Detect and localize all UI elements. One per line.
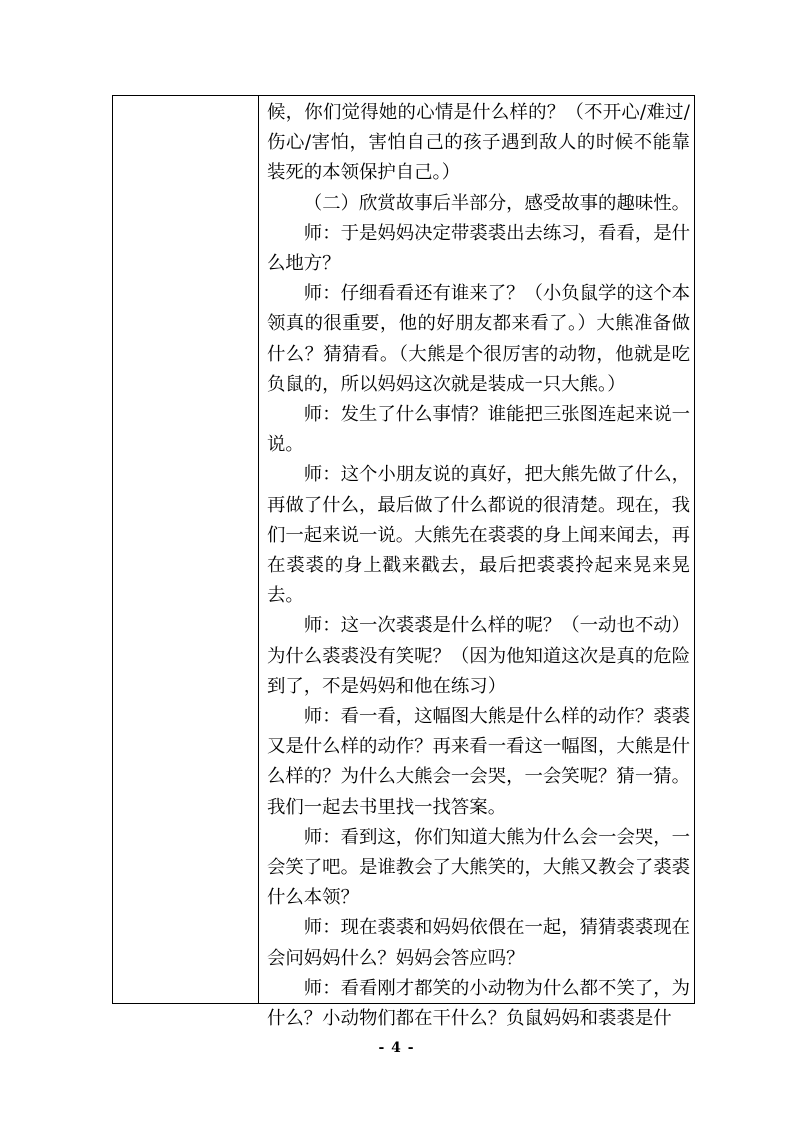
paragraph: 候，你们觉得她的心情是什么样的？（不开心/难过/伤心/害怕，害怕自己的孩子遇到敌人的时候不能靠装死的本领保护自己。） <box>267 102 690 184</box>
paragraph: 师：看一看，这幅图大熊是什么样的动作？裘裘又是什么样的动作？再来看一看这一幅图，大熊是什么样的？为什么大熊会一会哭，一会笑呢？猜一猜。我们一起去书里找一找答案。 <box>267 706 691 818</box>
paragraph: 师：发生了什么事情？谁能把三张图连起来说一说。 <box>267 404 691 456</box>
paragraph: 师：看看刚才都笑的小动物为什么都不笑了，为什么？小动物们都在干什么？负鼠妈妈和裘裘是什 <box>267 977 691 1030</box>
paragraph: 师：仔细看看还有谁来了？（小负鼠学的这个本领真的很重要，他的好朋友都来看了。）大熊准备做什么？猜猜看。（大熊是个很厉害的动物，他就是吃负鼠的，所以妈妈这次就是装成一只大熊。） <box>267 283 691 395</box>
page-number: - 4 - <box>378 1040 415 1056</box>
paragraph: 师：看到这，你们知道大熊为什么会一会哭，一会笑了吧。是谁教会了大熊笑的，大熊又教会了裘裘什么本领？ <box>267 826 691 909</box>
paragraph: 师：现在裘裘和妈妈依偎在一起，猜猜裘裘现在会问妈妈什么？妈妈会答应吗？ <box>267 917 691 969</box>
paragraph: （二）欣赏故事后半部分，感受故事的趣味性。 <box>303 192 691 214</box>
lesson-table <box>112 95 695 1030</box>
paragraph: 师：这个小朋友说的真好，把大熊先做了什么，再做了什么，最后做了什么都说的很清楚。现在，我们一起来说一说。大熊先在裘裘的身上闻来闻去，再在裘裘的身上戳来戳去，最后把裘裘拎起来晃来晃去。 <box>267 464 691 607</box>
paragraph: 师：于是妈妈决定带裘裘出去练习，看看，是什么地方？ <box>267 222 691 275</box>
table-left-cell <box>113 96 259 1003</box>
paragraph: 师：这一次裘裘是什么样的呢？（一动也不动）为什么裘裘没有笑呢？（因为他知道这次是真的危险到了，不是妈妈和他在练习） <box>267 615 691 697</box>
table-content-cell <box>259 96 694 1030</box>
